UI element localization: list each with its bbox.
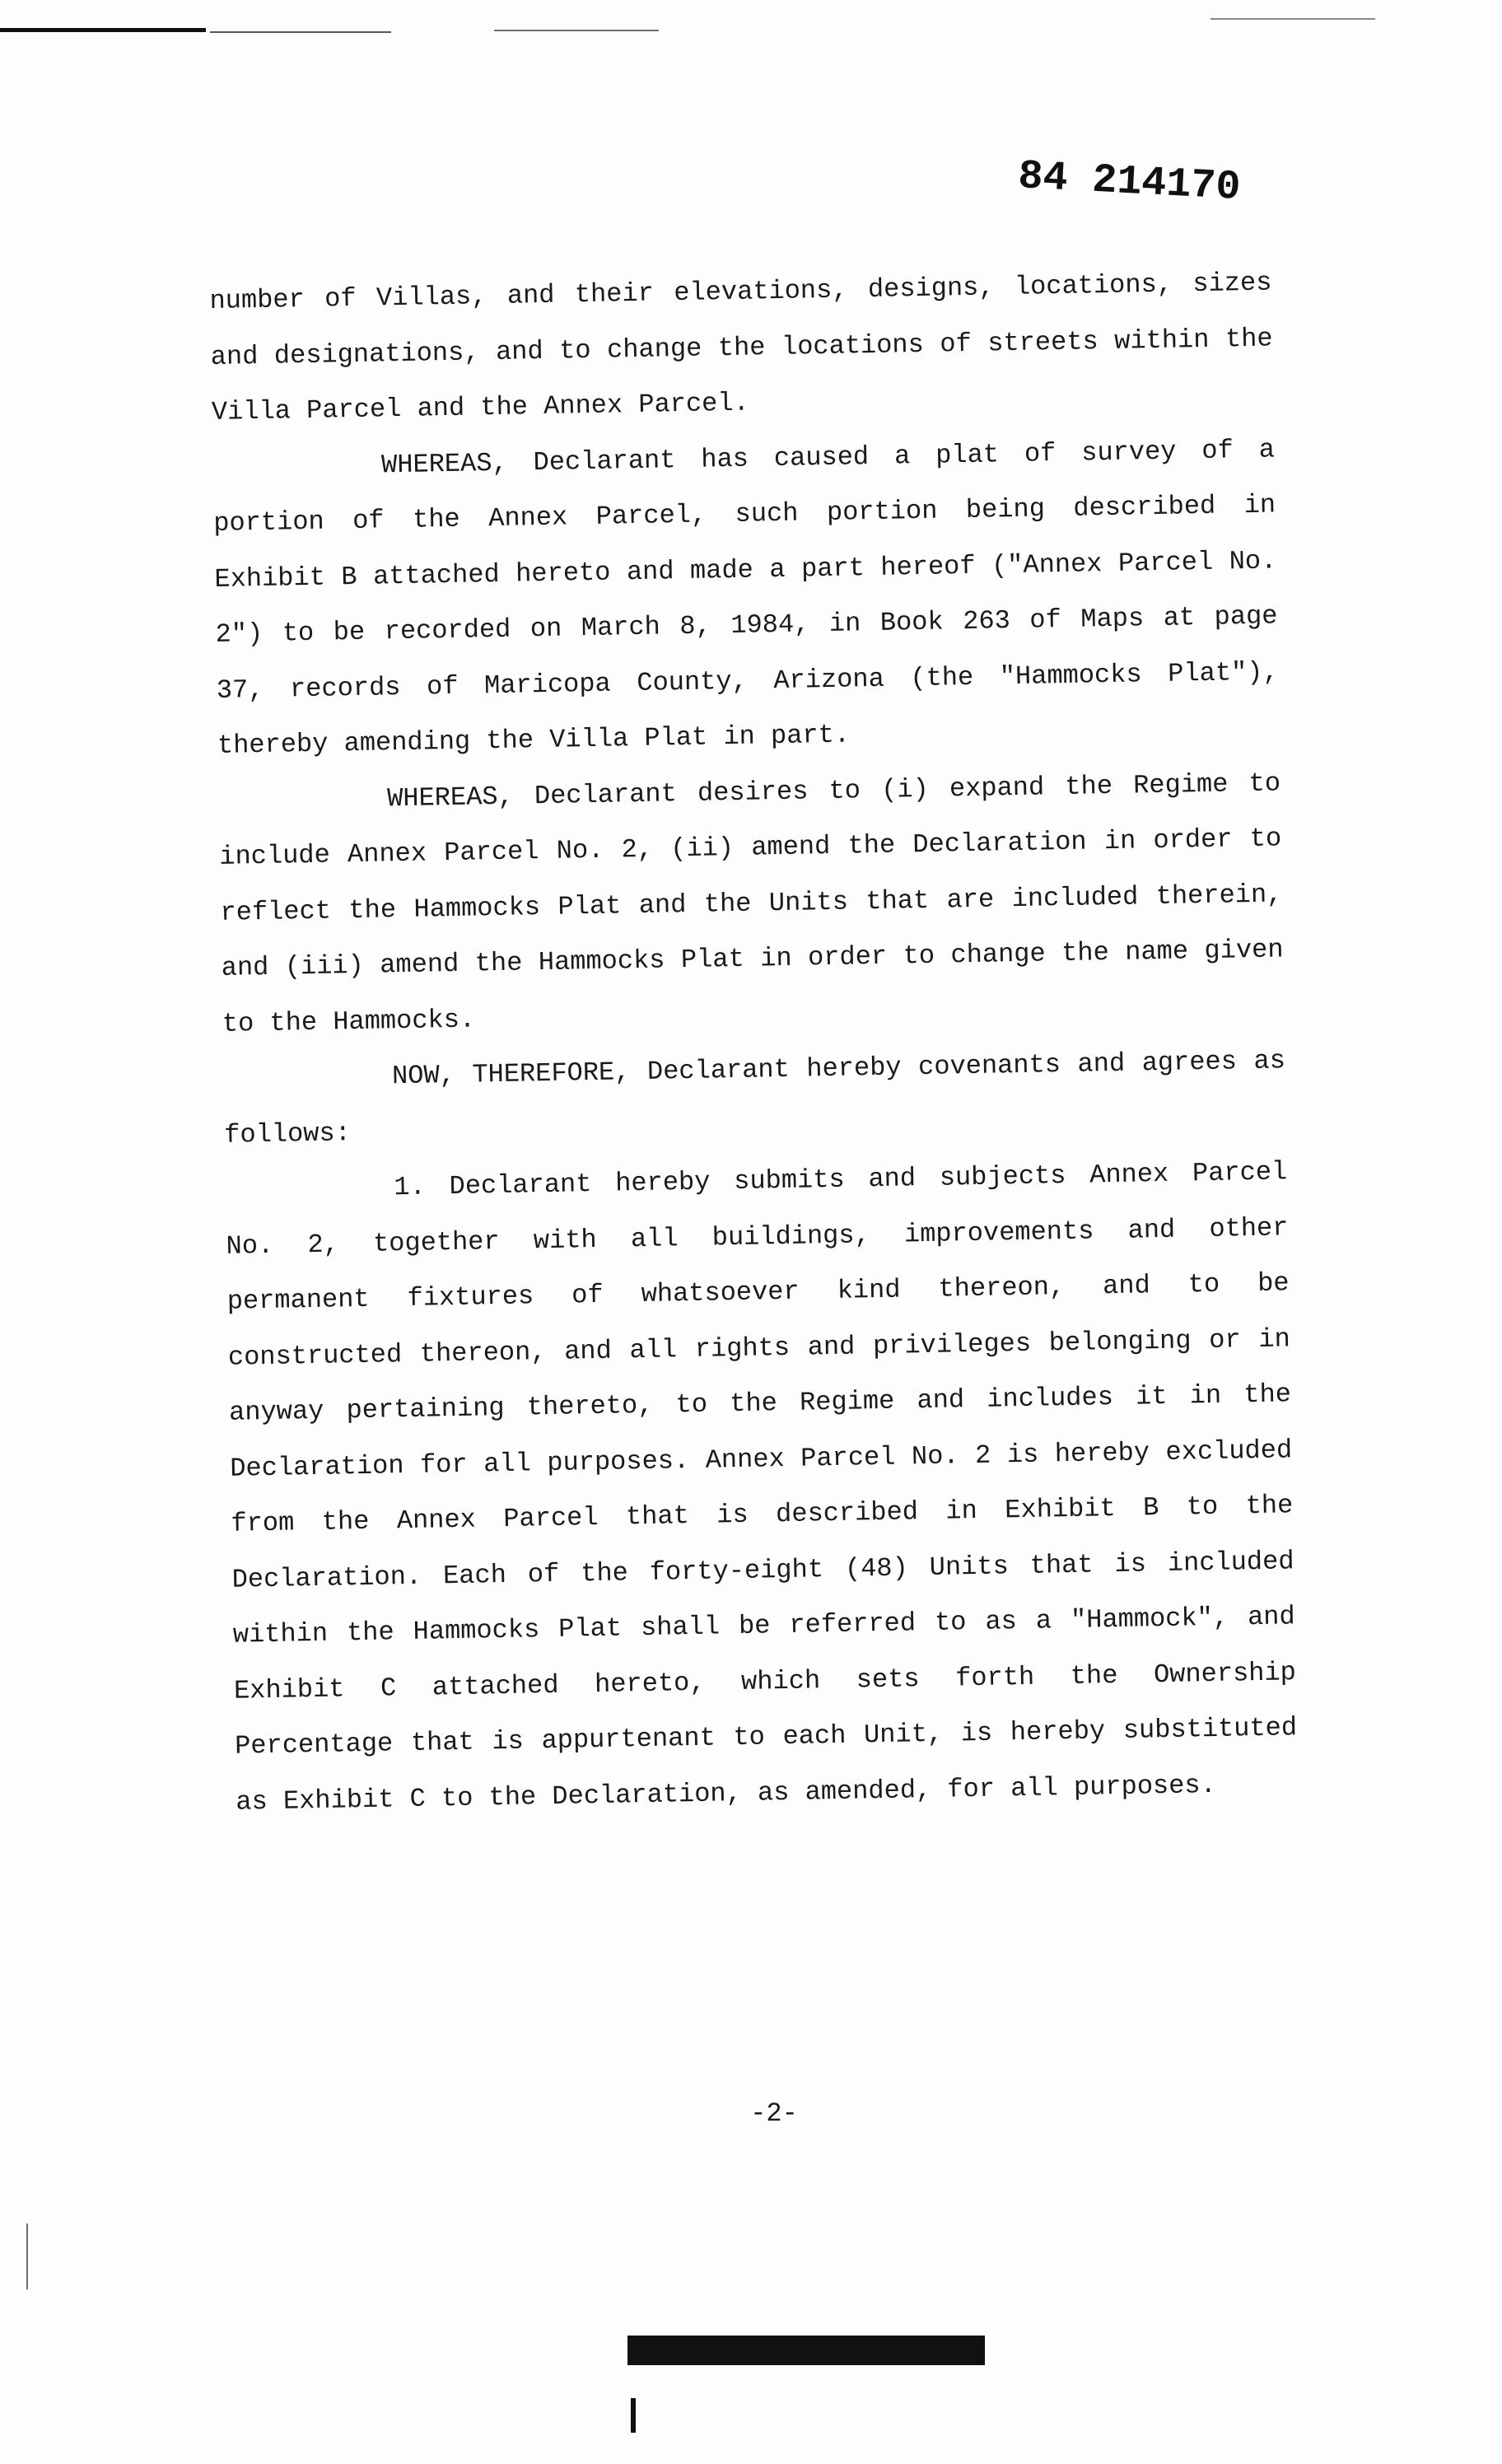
paragraph-section-1: 1. Declarant hereby submits and subjects Annex Parcel No. 2, together with all buildings, improvements and other permanent fixtures of whatsoever kind thereon, and to be constructed thereon, and all rights and privileges belonging or in anyway pertaining thereto, to the Regime and includes it in the Declaration for all purposes. Annex Parcel No. 2 is hereby excluded from the Annex Parcel that is described in Exhibit B to the Declaration. Each of the forty-eight (48) Units that is included within the Hammocks Plat shall be referred to as a "Hammock", and Exhibit C attached hereto, which sets forth the Ownership Percentage that is appurtenant to each Unit, is hereby substituted as Exhibit C to the Declaration, as amended, for all purposes.	[226, 1156, 1298, 1818]
scan-artifact-top-mid	[494, 30, 659, 31]
scan-artifact-top-right	[1210, 18, 1375, 20]
scan-artifact-top-left	[0, 28, 206, 32]
paragraph-whereas-plat: WHEREAS, Declarant has caused a plat of survey of a portion of the Annex Parcel, such portion being described in Exhibit B attached hereto and made a part hereof ("Annex Parcel No. 2") to be recorded on March 8, 1984, in Book 263 of Maps at page 37, records of Maricopa County, Arizona (the "Hammocks Plat"), thereby amending the Villa Plat in part.	[212, 433, 1279, 761]
scan-artifact-bottom-stub	[631, 2398, 636, 2433]
scan-artifact-bottom-bar	[627, 2336, 985, 2365]
page-number: -2-	[750, 2098, 798, 2129]
scan-artifact-top-left-2	[210, 31, 391, 33]
paragraph-now-therefore: NOW, THEREFORE, Declarant hereby covenants and agrees as follows:	[223, 1045, 1286, 1150]
document-number: 84 214170	[1017, 153, 1242, 212]
paragraph-continuation: number of Villas, and their elevations, designs, locations, sizes and designations, and to change the locations of streets within the Villa Parcel and the Annex Parcel.	[209, 267, 1273, 427]
paragraph-whereas-expand: WHEREAS, Declarant desires to (i) expand the Regime to include Annex Parcel No. 2, (ii) amend the Declaration in order to reflect the Hammocks Plat and the Units that are included therein, and (iii) amend the Hammocks Plat in order to change the name given to the Hammocks.	[219, 767, 1284, 1039]
document-body	[209, 254, 1299, 1829]
scan-artifact-left-edge	[26, 2224, 28, 2289]
